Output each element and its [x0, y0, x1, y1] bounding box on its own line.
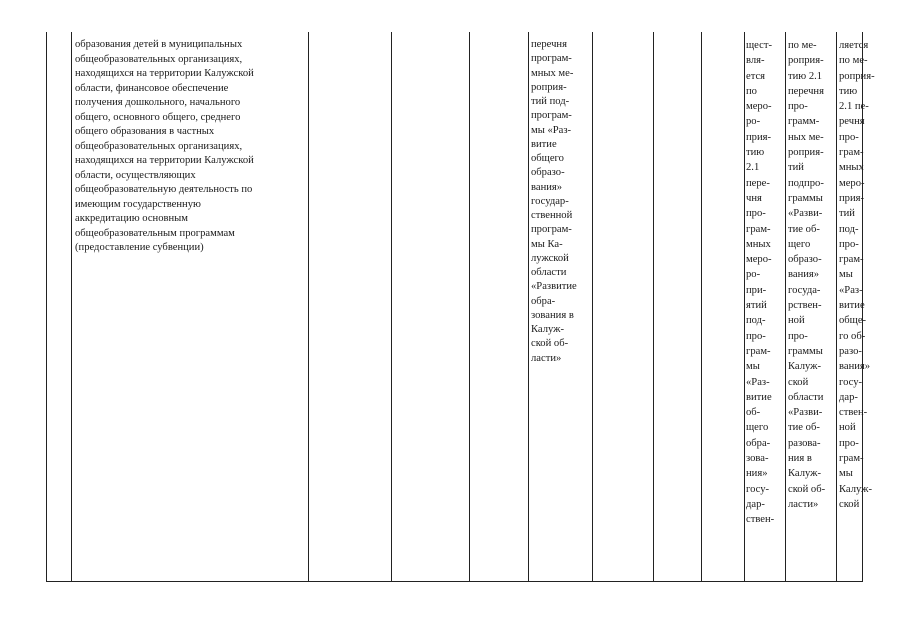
column-divider: [744, 32, 745, 581]
table-row: [46, 32, 875, 582]
column-divider: [592, 32, 593, 581]
column-divider: [836, 32, 837, 581]
cell-description: образования детей в муниципальных общеобразовательных организациях, находящихся на территории Калужской области, финансовое обеспечение получения дошкольного, начального общего, основного общего, среднего общего образования в частных общеобразовательных организациях, находящихся на территории Калужской области, осуществляющих общеобразовательную деятельность по имеющим государственную аккредитацию основным общеобразовательным программам (предоставление субвенции): [75, 39, 254, 253]
column-divider: [528, 32, 529, 581]
cell-implementation-note-1: щест- вля- ется по меро- ро- прия- тию 2.1 пере- чня про- грам- мных меро- ро- при- ятий под- про- грам- мы «Раз- витие об- щего обра- зова- ния» госу- дар- ствен-: [746, 40, 775, 526]
column-divider: [653, 32, 654, 581]
column-divider: [469, 32, 470, 581]
column-divider: [71, 32, 72, 581]
cell-implementation-note-2: по ме- роприя- тию 2.1 перечня про- грамм- ных ме- роприя- тий подпро- граммы «Разви- тие об- щего образо- вания» госуда- рствен- ной про- граммы Калуж- ской области «Разви- тие об- разова- ния в Калуж- ской об- ласти»: [788, 40, 826, 510]
cell-implementation-note-3: ляется по ме- роприя- тию 2.1 пе- речня про- грам- мных меро- прия- тий под- про- грам- мы «Раз- витие обще- го об- разо- вания» госу- дар- ствен- ной про- грам- мы Калуж- ской: [839, 40, 875, 510]
column-divider: [391, 32, 392, 581]
cell-program-reference: перечня програм- мных ме- роприя- тий под- програм- мы «Раз- витие общего образо- вания» государ- ственной програм- мы Ка- лужской области «Развитие обра- зования в Калуж- ской об- ласти»: [531, 39, 577, 364]
column-divider: [701, 32, 702, 581]
column-divider: [308, 32, 309, 581]
